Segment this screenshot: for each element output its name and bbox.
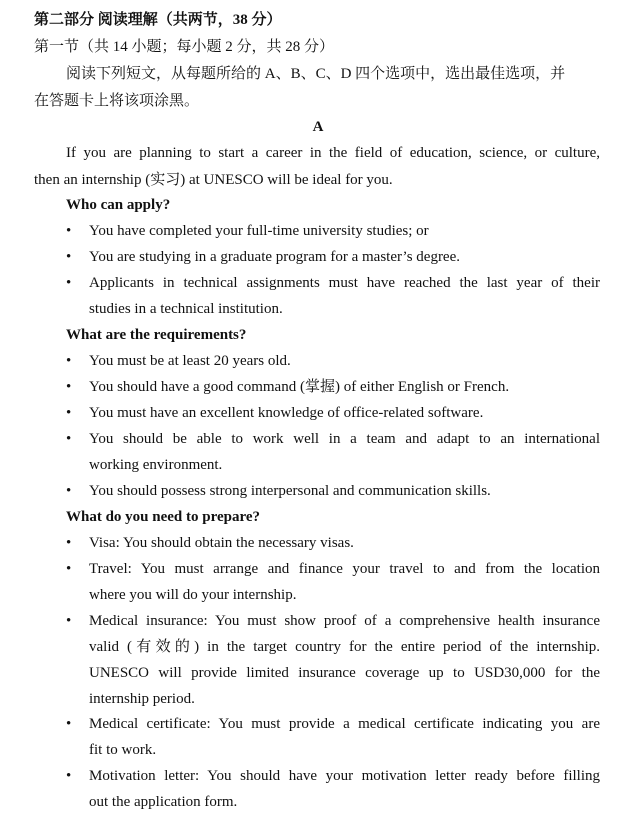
prepare-item-insurance-line-1: Medical insurance: You must show proof of a comprehensive health insurance <box>89 613 600 629</box>
prepare-item-insurance-line-3: UNESCO will provide limited insurance coverage up to USD30,000 for the <box>89 665 600 681</box>
bullet-icon: • <box>66 353 72 369</box>
prepare-item-certificate-line-2: fit to work. <box>89 742 157 758</box>
passage-label: A <box>312 119 324 135</box>
section-heading: 第一节（共 14 小题；每小题 2 分，共 28 分） <box>34 39 335 55</box>
requirement-item-3: You must have an excellent knowledge of office-related software. <box>89 405 484 421</box>
bullet-icon: • <box>66 405 72 421</box>
instructions-line-1: 阅读下列短文，从每题所给的 A、B、C、D 四个选项中，选出最佳选项，并 <box>66 66 566 82</box>
requirement-item-5: You should possess strong interpersonal and communication skills. <box>89 483 491 499</box>
prepare-item-visa: Visa: You should obtain the necessary visas. <box>89 535 354 551</box>
apply-item-1: You have completed your full-time university studies; or <box>89 223 429 239</box>
apply-item-3-line-1: Applicants in technical assignments must have reached the last year of their <box>89 275 600 291</box>
prepare-item-motivation-line-1: Motivation letter: You should have your motivation letter ready before filling <box>89 768 600 784</box>
prepare-item-insurance-line-4: internship period. <box>89 691 195 707</box>
bullet-icon: • <box>66 535 72 551</box>
requirement-item-4-line-1: You should be able to work well in a team and adapt to an international <box>89 431 600 447</box>
bullet-icon: • <box>66 768 72 784</box>
apply-heading: Who can apply? <box>66 197 171 213</box>
bullet-icon: • <box>66 379 72 395</box>
bullet-icon: • <box>66 561 72 577</box>
bullet-icon: • <box>66 716 72 732</box>
apply-item-3-line-2: studies in a technical institution. <box>89 301 283 317</box>
instructions-line-2: 在答题卡上将该项涂黑。 <box>34 93 200 109</box>
apply-item-2: You are studying in a graduate program for a master’s degree. <box>89 249 461 265</box>
part-heading: 第二部分 阅读理解（共两节，38 分） <box>34 12 282 28</box>
requirement-item-1: You must be at least 20 years old. <box>89 353 291 369</box>
bullet-icon: • <box>66 275 72 291</box>
requirements-heading: What are the requirements? <box>66 327 247 343</box>
bullet-icon: • <box>66 223 72 239</box>
prepare-item-certificate-line-1: Medical certificate: You must provide a medical certificate indicating you are <box>89 716 600 732</box>
passage-intro-line-1: If you are planning to start a career in the field of education, science, or culture, <box>66 145 600 161</box>
requirement-item-4-line-2: working environment. <box>89 457 223 473</box>
requirement-item-2: You should have a good command (掌握) of either English or French. <box>89 379 510 395</box>
prepare-item-insurance-line-2: valid (有效的) in the target country for the entire period of the internship. <box>89 639 600 655</box>
bullet-icon: • <box>66 431 72 447</box>
prepare-item-travel-line-1: Travel: You must arrange and finance your travel to and from the location <box>89 561 600 577</box>
prepare-heading: What do you need to prepare? <box>66 509 261 525</box>
passage-intro-line-2: then an internship (实习) at UNESCO will be ideal for you. <box>34 172 393 188</box>
bullet-icon: • <box>66 483 72 499</box>
prepare-item-motivation-line-2: out the application form. <box>89 794 238 810</box>
bullet-icon: • <box>66 249 72 265</box>
prepare-item-travel-line-2: where you will do your internship. <box>89 587 297 603</box>
bullet-icon: • <box>66 613 72 629</box>
